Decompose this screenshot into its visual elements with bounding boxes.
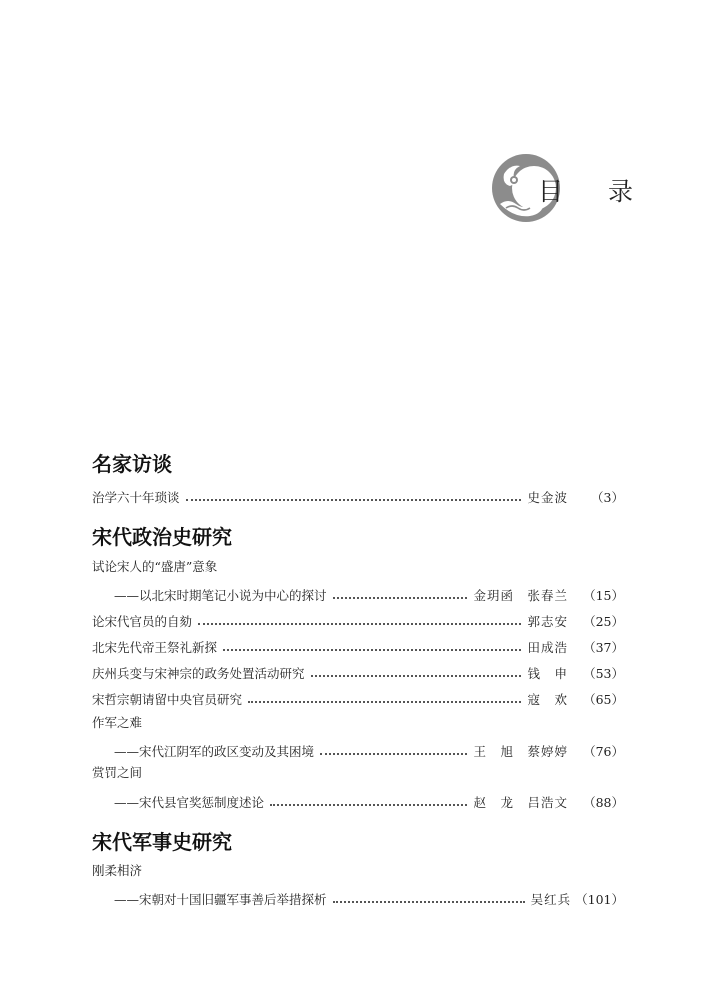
section-heading-1: 名家访谈: [92, 452, 172, 476]
toc-entry[interactable]: [92, 608, 624, 628]
entry-page: （37）: [583, 639, 624, 655]
entry-page: （53）: [583, 665, 624, 681]
leader-dots: [223, 649, 521, 651]
toc-entry[interactable]: [114, 886, 624, 906]
toc-entry[interactable]: [92, 686, 624, 706]
entry-title: 治学六十年琐谈: [92, 489, 180, 505]
entry-authors: 赵 龙 吕浩文: [473, 794, 568, 810]
leader-dots: [333, 597, 468, 599]
entry-page: （25）: [583, 613, 624, 629]
leader-dots: [333, 901, 525, 903]
toc-entry[interactable]: [114, 582, 624, 602]
entry-title: 庆州兵变与宋神宗的政务处置活动研究: [92, 665, 305, 681]
entry-main-title[interactable]: 作军之难: [92, 715, 143, 730]
entry-page: （101）: [575, 891, 624, 907]
entry-main-title[interactable]: 试论宋人的“盛唐”意象: [92, 559, 218, 574]
entry-title: 宋哲宗朝请留中央官员研究: [92, 691, 243, 707]
toc-entry[interactable]: [92, 634, 624, 654]
toc-entry[interactable]: [92, 484, 624, 504]
entry-authors: 金玥函 张春兰: [473, 587, 568, 603]
entry-subtitle: ——宋代江阴军的政区变动及其困境: [114, 743, 315, 759]
entry-authors: 钱 申: [527, 665, 568, 681]
leader-dots: [311, 675, 522, 677]
entry-title: 论宋代官员的自劾: [92, 613, 193, 629]
entry-authors: 田成浩: [527, 639, 568, 655]
leader-dots: [186, 499, 522, 501]
leader-dots: [248, 701, 521, 703]
entry-authors: 郭志安: [527, 613, 568, 629]
toc-title-char-1: 目: [538, 177, 564, 206]
entry-authors: 史金波: [527, 489, 568, 505]
toc-entry[interactable]: [92, 660, 624, 680]
entry-subtitle: ——宋代县官奖惩制度述论: [114, 794, 265, 810]
entry-authors: 寇 欢: [527, 691, 568, 707]
leader-dots: [320, 753, 467, 755]
entry-page: （3）: [591, 489, 624, 505]
entry-main-title[interactable]: 刚柔相济: [92, 863, 143, 878]
entry-authors: 吴红兵: [530, 891, 572, 907]
toc-entry[interactable]: [114, 789, 624, 809]
section-heading-3: 宋代军事史研究: [92, 830, 232, 854]
entry-main-title[interactable]: 赏罚之间: [92, 765, 143, 780]
entry-authors: 王 旭 蔡婷婷: [473, 743, 568, 759]
entry-subtitle: ——宋朝对十国旧疆军事善后举措探析: [114, 891, 327, 907]
leader-dots: [198, 623, 521, 625]
toc-title-char-2: 录: [608, 177, 634, 206]
leader-dots: [270, 804, 467, 806]
entry-subtitle: ——以北宋时期笔记小说为中心的探讨: [114, 587, 327, 603]
section-heading-2: 宋代政治史研究: [92, 525, 232, 549]
entry-page: （15）: [583, 587, 624, 603]
toc-entry[interactable]: [114, 738, 624, 758]
entry-page: （88）: [583, 794, 624, 810]
entry-page: （65）: [583, 691, 624, 707]
entry-page: （76）: [583, 743, 624, 759]
entry-title: 北宋先代帝王祭礼新探: [92, 639, 218, 655]
